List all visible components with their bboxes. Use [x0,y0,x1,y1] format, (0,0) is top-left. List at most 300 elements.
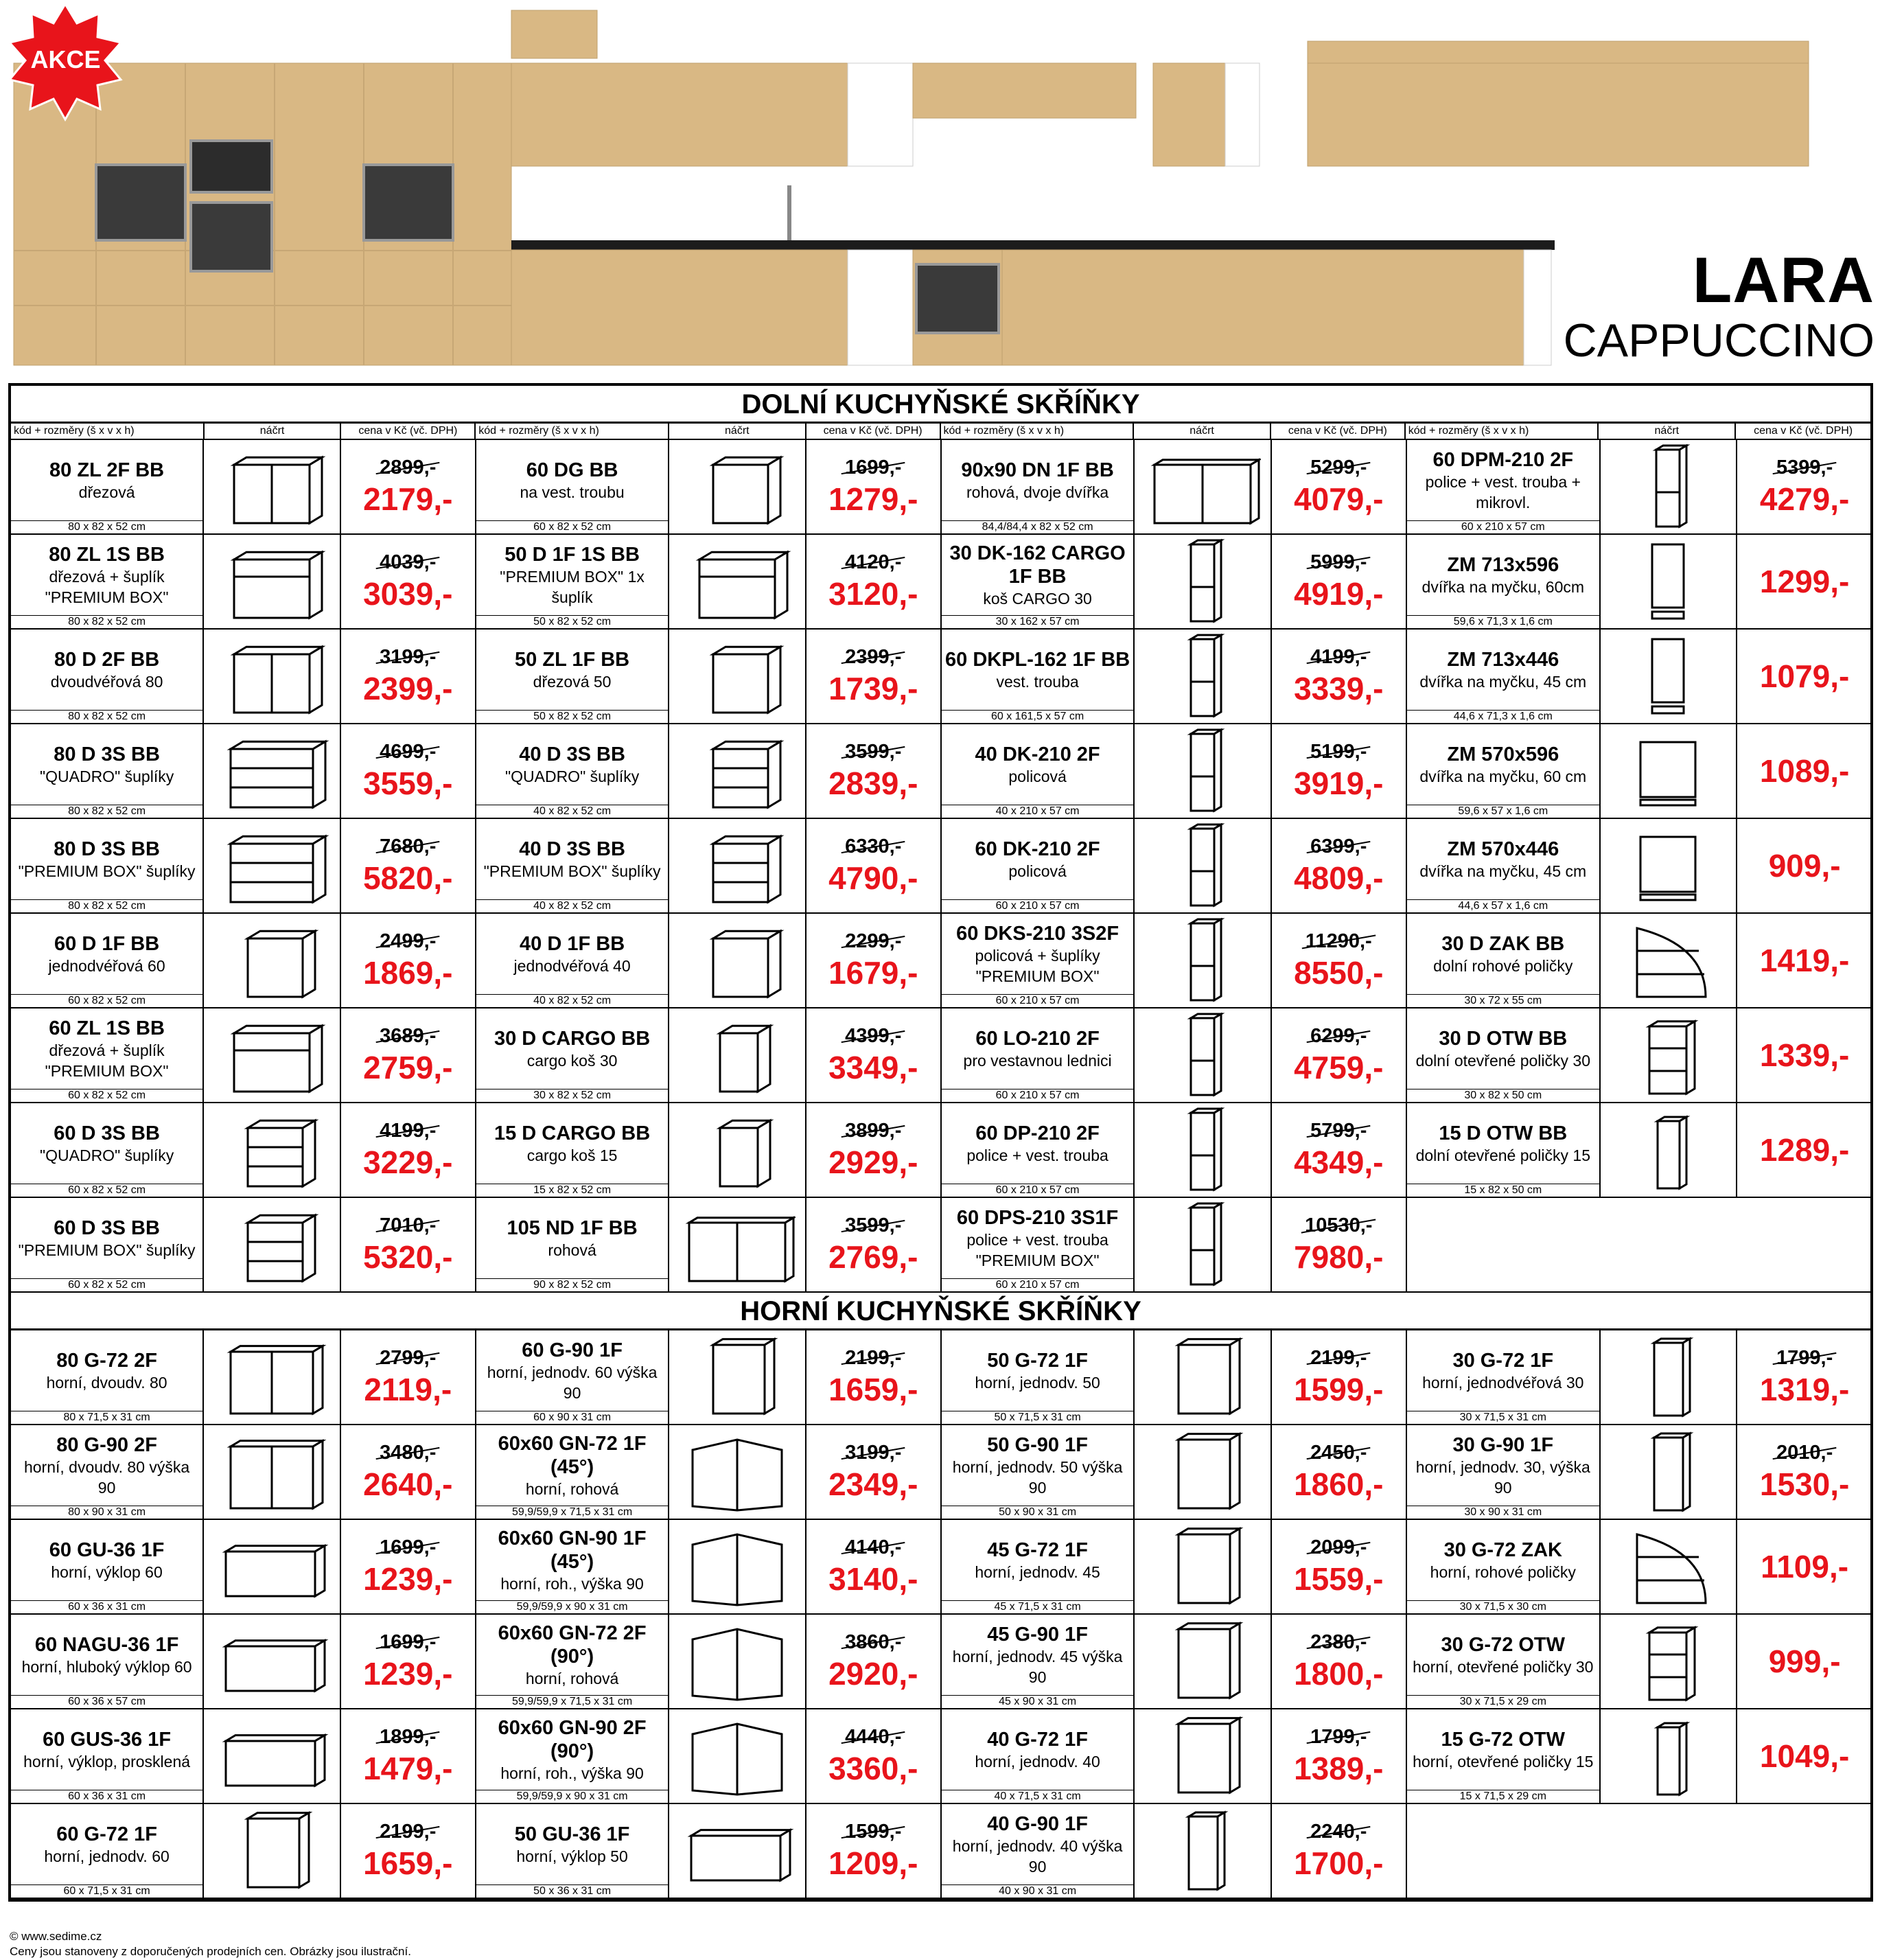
product-code: 30 DK-162 CARGO 1F BB [949,542,1126,588]
footer-note: Ceny jsou stanoveny z doporučených prodejních cen. Obrázky jsou ilustrační. [10,1945,411,1958]
price-block [1272,914,1406,1007]
product-code: 60x60 GN-90 1F (45°) [498,1527,647,1573]
product-code: 60 GU-36 1F [49,1538,165,1561]
price-block [1737,1103,1872,1197]
price-block [341,1804,475,1898]
product-info [942,724,1135,818]
product-code: 80 G-72 2F [56,1349,157,1372]
product-dimensions: 80 x 82 x 52 cm [11,520,202,533]
sale-price: 1049,- [1759,1738,1850,1774]
product-cell [476,1103,942,1197]
product-cell [476,630,942,723]
sale-price: 1659,- [828,1372,918,1407]
old-price: 4140,- [845,1536,902,1558]
old-price: 4039,- [380,551,437,573]
sale-price: 3339,- [1294,671,1384,706]
product-dimensions: 44,6 x 57 x 1,6 cm [1407,899,1599,912]
product-description: cargo koš 30 [526,1051,618,1070]
product-description: dřezová [78,483,135,501]
product-info [942,1709,1135,1803]
product-dimensions: 30 x 72 x 55 cm [1407,994,1599,1007]
old-price: 1899,- [380,1726,437,1748]
wall-corner90-icon [669,1709,806,1803]
product-row [11,914,1870,1008]
product-description: dvířka na myčku, 45 cm [1419,862,1587,880]
price-block [341,1425,475,1519]
dishwasher-panel-narrow-icon [1601,630,1738,723]
product-info [1407,630,1601,723]
product-dimensions: 59,9/59,9 x 71,5 x 31 cm [476,1506,668,1519]
price-block [1737,1615,1872,1708]
price-block [341,1520,475,1613]
base-2door-icon [204,630,340,723]
wall-1door-icon [204,1804,340,1898]
product-cell [942,1198,1407,1291]
wall-1door-icon [1135,1425,1271,1519]
footer-site: © www.sedime.cz [10,1930,102,1943]
price-block [1737,1008,1872,1102]
product-dimensions: 40 x 82 x 52 cm [476,805,668,818]
old-price: 4399,- [845,1025,902,1047]
product-dimensions: 60 x 82 x 52 cm [11,1089,202,1102]
product-cell [476,1198,942,1291]
product-description: horní, jednodv. 45 výška 90 [952,1647,1123,1686]
sale-price: 4809,- [1294,860,1384,896]
price-block [1272,819,1406,912]
product-dimensions: 50 x 82 x 52 cm [476,615,668,628]
product-code: 30 G-72 1F [1452,1349,1554,1372]
sale-price: 3039,- [363,576,453,612]
base-3drawer-icon [204,1198,340,1291]
product-code: 60 DG BB [526,459,618,481]
product-code: 15 D CARGO BB [494,1122,651,1144]
old-price: 1699,- [845,457,902,479]
product-cell [1407,1330,1872,1424]
sale-price: 1530,- [1759,1466,1850,1502]
old-price: 2199,- [380,1821,437,1843]
product-cell [1407,724,1872,818]
product-code: 30 D ZAK BB [1441,932,1565,955]
price-block [1737,630,1872,723]
price-block [1272,440,1406,533]
product-cell [1407,1520,1872,1613]
product-dimensions: 84,4/84,4 x 82 x 52 cm [942,520,1133,533]
product-dimensions: 60 x 36 x 57 cm [11,1695,202,1708]
product-dimensions: 44,6 x 71,3 x 1,6 cm [1407,710,1599,723]
product-code: 60 D 3S BB [54,1217,160,1239]
product-code: 40 D 1F BB [520,932,625,955]
old-price: 3599,- [845,741,902,763]
product-info [476,535,669,628]
old-price: 4120,- [845,551,902,573]
product-description: "QUADRO" šuplíky [504,767,640,785]
price-block [341,1103,475,1197]
product-info [942,1330,1135,1424]
dishwasher-panel-short-icon [1601,819,1738,912]
product-description: horní, jednodv. 40 [975,1752,1100,1771]
product-description: dvířka na myčku, 45 cm [1419,672,1587,691]
old-price: 4440,- [845,1726,902,1748]
product-row [11,1425,1870,1520]
product-code: 80 ZL 2F BB [49,459,165,481]
old-price: 5799,- [1310,1120,1367,1142]
wall-flap-icon [204,1615,340,1708]
old-price: 2499,- [380,930,437,952]
product-row [11,1804,1870,1899]
old-price: 2099,- [1310,1536,1367,1558]
product-info [476,1103,669,1197]
product-row [11,1103,1870,1198]
price-catalog [8,383,1873,1902]
price-block [341,1330,475,1424]
brand-title [1563,244,1875,368]
wall-1door-icon [1135,1520,1271,1613]
old-price: 3860,- [845,1631,902,1653]
product-dimensions: 50 x 36 x 31 cm [476,1884,668,1898]
sale-price: 4919,- [1294,576,1384,612]
corner-base-icon [669,1198,806,1291]
price-block [806,630,940,723]
product-info [476,630,669,723]
product-cell [11,1330,476,1424]
sale-price: 1279,- [828,481,918,517]
product-code: 30 D OTW BB [1439,1027,1568,1050]
product-info [476,1709,669,1803]
product-dimensions: 15 x 82 x 52 cm [476,1184,668,1197]
old-price: 7010,- [380,1214,437,1236]
product-cell [11,440,476,533]
brand-line-1: LARA [1692,244,1875,316]
product-description: "QUADRO" šuplíky [39,1146,174,1164]
base-sink-2door-icon [204,440,340,533]
product-description: horní, roh., výška 90 [500,1574,644,1593]
price-block [806,1709,940,1803]
sale-price: 3360,- [828,1751,918,1786]
sale-price: 5820,- [363,860,453,896]
sale-price: 1089,- [1759,753,1850,789]
product-row [11,1520,1870,1615]
sale-price: 2759,- [363,1050,453,1085]
wall-narrow-icon [1601,1425,1738,1519]
product-description: horní, jednodv. 60 [44,1847,170,1865]
product-code: 60 NAGU-36 1F [34,1633,179,1656]
product-info [476,1804,669,1898]
product-code: 60 D 1F BB [54,932,160,955]
empty-cell [1407,1198,1870,1291]
product-cell [11,1615,476,1708]
old-price: 3199,- [380,646,437,668]
old-price: 2199,- [845,1347,902,1369]
base-door-drawer-icon [669,535,806,628]
sale-price: 1419,- [1759,943,1850,978]
price-block [1272,1615,1406,1708]
product-code: 40 DK-210 2F [975,743,1100,765]
open-shelves-narrow-icon [1601,1103,1738,1197]
old-price: 3689,- [380,1025,437,1047]
product-code: 40 G-72 1F [987,1728,1088,1751]
product-code: 60 DKPL-162 1F BB [945,648,1130,671]
header-sketch: náčrt [669,424,806,439]
product-dimensions: 50 x 90 x 31 cm [942,1506,1133,1519]
sale-price: 3559,- [363,765,453,801]
sale-price: 4079,- [1294,481,1384,517]
product-description: dolní otevřené poličky 30 [1415,1051,1590,1070]
product-dimensions: 60 x 36 x 31 cm [11,1600,202,1613]
product-cell [1407,1008,1872,1102]
product-dimensions: 60 x 90 x 31 cm [476,1411,668,1424]
product-row [11,1330,1870,1425]
product-dimensions: 40 x 210 x 57 cm [942,805,1133,818]
product-cell [942,1103,1407,1197]
kitchen-hero-image [0,0,1880,381]
oven-housing-icon [669,440,806,533]
price-block [1737,440,1872,533]
header-sketch: náčrt [1134,424,1271,439]
product-dimensions: 90 x 82 x 52 cm [476,1278,668,1291]
header-price: cena v Kč (vč. DPH) [1271,424,1406,439]
product-info [11,819,204,912]
product-description: "QUADRO" šuplíky [39,767,174,785]
price-block [806,1615,940,1708]
sale-price: 1109,- [1761,1549,1849,1584]
product-dimensions: 60 x 82 x 52 cm [11,994,202,1007]
product-code: 60x60 GN-72 1F (45°) [498,1432,647,1478]
product-description: "PREMIUM BOX" šuplíky [18,862,196,880]
wall-1door-icon [669,1330,806,1424]
product-description: "PREMIUM BOX" šuplíky [18,1241,196,1259]
old-price: 10530,- [1305,1214,1373,1236]
product-code: 60x60 GN-72 2F (90°) [498,1622,647,1668]
product-description: cargo koš 15 [526,1146,618,1164]
product-description: jednodvéřová 40 [513,956,631,975]
product-code: 30 D CARGO BB [494,1027,651,1050]
product-description: dřezová + šuplík "PREMIUM BOX" [45,567,169,606]
product-cell [942,914,1407,1007]
old-price: 2399,- [845,646,902,668]
product-info [942,1520,1135,1613]
product-cell [476,1520,942,1613]
tall-drawers-icon [1135,1198,1271,1291]
sale-price: 1209,- [828,1845,918,1881]
sale-price: 1800,- [1294,1656,1384,1692]
old-price: 2199,- [1310,1347,1367,1369]
product-code: 45 G-90 1F [987,1623,1088,1646]
open-shelves-icon [1601,1008,1738,1102]
tall-2door-icon [1135,819,1271,912]
product-info [1407,1615,1601,1708]
sale-price: 1299,- [1759,564,1850,599]
product-code: 60 DPM-210 2F [1432,448,1574,471]
sale-price: 2349,- [828,1466,918,1502]
sale-price: 909,- [1768,848,1841,884]
tall-oven-icon [1135,1103,1271,1197]
product-row [11,440,1870,535]
product-code: 60 G-72 1F [56,1823,157,1845]
product-info [1407,914,1601,1007]
product-cell [11,630,476,723]
price-block [806,1520,940,1613]
empty-cell [1407,1804,1870,1898]
product-code: 80 D 2F BB [54,648,160,671]
product-cell [476,1008,942,1102]
open-shelves-narrow-icon [1601,1709,1738,1803]
wall-corner45-icon [669,1520,806,1613]
product-code: 80 ZL 1S BB [49,543,165,566]
price-block [1272,1709,1406,1803]
product-info [476,819,669,912]
wall-2door-icon [204,1425,340,1519]
old-price: 1799,- [1310,1726,1367,1748]
product-dimensions: 30 x 71,5 x 31 cm [1407,1411,1599,1424]
product-description: dvoudvéřová 80 [50,672,163,691]
base-3drawer-wide-icon [204,819,340,912]
price-block [806,440,940,533]
old-price: 3899,- [845,1120,902,1142]
product-code: 60 DPS-210 3S1F [956,1206,1119,1229]
product-info [11,1804,204,1898]
product-row [11,819,1870,914]
tall-narrow-icon [1135,535,1271,628]
product-dimensions: 60 x 82 x 52 cm [476,520,668,533]
base-sink-1door-icon [669,630,806,723]
sale-price: 4349,- [1294,1144,1384,1180]
product-description: na vest. troubu [520,483,625,501]
old-price: 1599,- [845,1821,902,1843]
product-dimensions: 59,6 x 71,3 x 1,6 cm [1407,615,1599,628]
sale-price: 2179,- [363,481,453,517]
product-dimensions: 30 x 71,5 x 30 cm [1407,1600,1599,1613]
product-cell [942,1804,1407,1898]
tall-2door-icon [1135,1008,1271,1102]
product-description: pro vestavnou lednici [963,1051,1112,1070]
sale-price: 4279,- [1759,481,1850,517]
price-block [341,535,475,628]
product-cell [942,724,1407,818]
product-code: 40 D 3S BB [519,838,625,860]
price-block [1737,724,1872,818]
product-code: 30 G-72 ZAK [1443,1538,1563,1561]
product-cell [476,535,942,628]
product-description: vest. trouba [996,672,1079,691]
sale-price: 999,- [1768,1644,1841,1679]
price-block [806,535,940,628]
wall-corner45-icon [669,1425,806,1519]
price-block [806,1804,940,1898]
product-code: 50 D 1F 1S BB [504,543,640,566]
base-1door-icon [204,914,340,1007]
sale-price: 1319,- [1759,1372,1850,1407]
product-code: 50 ZL 1F BB [515,648,630,671]
product-description: horní, rohová [525,1479,619,1498]
price-block [806,724,940,818]
wall-1door-icon [1135,1709,1271,1803]
old-price: 5299,- [1310,457,1367,479]
product-description: horní, jednodv. 40 výška 90 [952,1836,1123,1876]
product-code: 50 G-72 1F [987,1349,1088,1372]
product-dimensions: 30 x 162 x 57 cm [942,615,1133,628]
product-info [1407,1709,1601,1803]
sale-price: 1679,- [828,955,918,991]
price-block [1737,819,1872,912]
product-info [942,1103,1135,1197]
corner-shelves-icon [1601,914,1738,1007]
product-description: police + vest. trouba "PREMIUM BOX" [966,1230,1109,1269]
header-code: kód + rozměry (š x v x h) [1406,424,1599,439]
product-info [476,914,669,1007]
product-code: 80 D 3S BB [54,743,160,765]
product-description: horní, jednodv. 30, výška 90 [1415,1457,1590,1497]
product-info [1407,535,1601,628]
price-block [1737,535,1872,628]
price-block [1272,724,1406,818]
product-dimensions: 60 x 210 x 57 cm [942,899,1133,912]
product-dimensions: 60 x 161,5 x 57 cm [942,710,1133,723]
product-info [1407,819,1601,912]
header-code: kód + rozměry (š x v x h) [11,424,205,439]
old-price: 5999,- [1310,551,1367,573]
product-description: horní, výklop, prosklená [23,1752,191,1771]
product-description: horní, rohové poličky [1430,1563,1576,1581]
product-description: horní, jednodv. 50 [975,1373,1100,1392]
product-dimensions: 59,9/59,9 x 90 x 31 cm [476,1600,668,1613]
corner-base-icon [1135,440,1271,533]
product-info [11,535,204,628]
product-info [942,1804,1135,1898]
wall-1door-icon [1135,1615,1271,1708]
sale-price: 1869,- [363,955,453,991]
old-price: 1699,- [380,1631,437,1653]
product-description: horní, jednodv. 60 výška 90 [487,1363,658,1402]
product-dimensions: 40 x 90 x 31 cm [942,1884,1133,1898]
product-cell [476,1425,942,1519]
product-description: "PREMIUM BOX" šuplíky [483,862,661,880]
product-code: 50 GU-36 1F [514,1823,630,1845]
product-description: koš CARGO 30 [983,589,1092,608]
header-price: cena v Kč (vč. DPH) [1754,425,1853,437]
old-price: 6399,- [1310,835,1367,857]
product-description: horní, hluboký výklop 60 [21,1657,192,1676]
old-price: 5399,- [1776,457,1833,479]
product-dimensions: 40 x 82 x 52 cm [476,994,668,1007]
product-info [476,1615,669,1708]
base-1door-icon [669,914,806,1007]
price-block [1272,1330,1406,1424]
old-price: 2450,- [1310,1442,1367,1464]
product-description: horní, roh., výška 90 [500,1764,644,1782]
price-block [1272,535,1406,628]
product-info [1407,440,1601,533]
product-cell [1407,1103,1872,1197]
product-description: police + vest. trouba [966,1146,1109,1164]
section-title: DOLNÍ KUCHYŇSKÉ SKŘÍŇKY [11,386,1870,424]
price-block [341,440,475,533]
price-block [1272,1103,1406,1197]
product-cell [11,819,476,912]
product-description: dvířka na myčku, 60 cm [1419,767,1587,785]
price-block [1272,630,1406,723]
sale-price: 3349,- [828,1050,918,1085]
price-block [1272,1198,1406,1291]
header-price: cena v Kč (vč. DPH) [341,424,476,439]
product-dimensions: 30 x 71,5 x 29 cm [1407,1695,1599,1708]
product-dimensions: 30 x 90 x 31 cm [1407,1506,1599,1519]
old-price: 4699,- [380,741,437,763]
header-code: kód + rozměry (š x v x h) [476,424,669,439]
base-cargo-icon [669,1008,806,1102]
wall-narrow-icon [1135,1804,1271,1898]
product-row [11,1615,1870,1709]
product-cell [476,440,942,533]
